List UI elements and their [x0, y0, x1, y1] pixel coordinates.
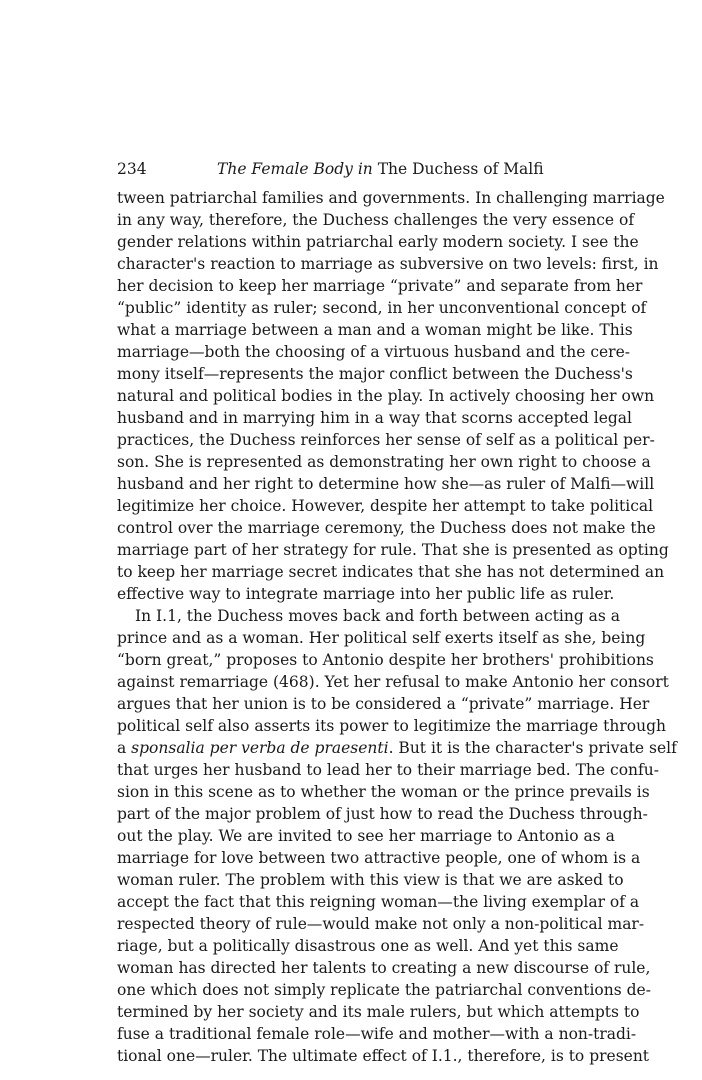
text-line: that urges her husband to lead her to their marriage bed. The confu- [117, 761, 659, 779]
text-line: character's reaction to marriage as subversive on two levels: first, in [117, 255, 659, 273]
text-line: marriage for love between two attractive people, one of whom is a [117, 849, 641, 867]
text-line [117, 737, 677, 759]
text-line: legitimize her choice. However, despite her attempt to take political [117, 497, 654, 515]
text-line: fuse a traditional female role—wife and mother—with a non-tradi- [117, 1025, 637, 1043]
text-line: against remarriage (468). Yet her refusal to make Antonio her consort [117, 673, 669, 691]
running-head-title-roman: The Duchess of Malfi [372, 160, 544, 178]
text-line: argues that her union is to be considered a “private” marriage. Her [117, 695, 650, 713]
text-line: out the play. We are invited to see her marriage to Antonio as a [117, 827, 615, 845]
text-line: “public” identity as ruler; second, in her unconventional concept of [117, 299, 647, 317]
text-line: sion in this scene as to whether the woman or the prince prevails is [117, 783, 650, 801]
text-line: woman has directed her talents to creating a new discourse of rule, [117, 959, 651, 977]
text-line: tional one—ruler. The ultimate effect of I.1., therefore, is to present [117, 1047, 650, 1065]
text-line-post: . But it is the character's private self [388, 739, 677, 757]
text-line: mony itself—represents the major conflict between the Duchess's [117, 365, 633, 383]
text-line: respected theory of rule—would make not only a non-political mar- [117, 915, 645, 933]
running-head-title-italic: The Female Body in [217, 160, 373, 178]
text-line: control over the marriage ceremony, the Duchess does not make the [117, 519, 656, 537]
text-line: woman ruler. The problem with this view is that we are asked to [117, 871, 624, 889]
text-line: marriage part of her strategy for rule. That she is presented as opting [117, 541, 669, 559]
latin-term: sponsalia per verba de praesenti [131, 739, 389, 757]
text-line: In I.1, the Duchess moves back and forth between acting as a [135, 607, 621, 625]
text-line: accept the fact that this reigning woman—the living exemplar of a [117, 893, 640, 911]
text-line: gender relations within patriarchal early modern society. I see the [117, 233, 639, 251]
page-number: 234 [117, 160, 147, 178]
text-line: in any way, therefore, the Duchess challenges the very essence of [117, 211, 635, 229]
text-line: practices, the Duchess reinforces her sense of self as a political per- [117, 431, 655, 449]
text-line: to keep her marriage secret indicates that she has not determined an [117, 563, 665, 581]
text-line: marriage—both the choosing of a virtuous husband and the cere- [117, 343, 630, 361]
text-line: husband and in marrying him in a way that scorns accepted legal [117, 409, 632, 427]
text-line: termined by her society and its male rulers, but which attempts to [117, 1003, 640, 1021]
text-line: natural and political bodies in the play. In actively choosing her own [117, 387, 655, 405]
text-line-pre: a [117, 739, 132, 757]
text-line: prince and as a woman. Her political self exerts itself as she, being [117, 629, 646, 647]
text-line: one which does not simply replicate the patriarchal conventions de- [117, 981, 651, 999]
text-line: part of the major problem of just how to read the Duchess through- [117, 805, 648, 823]
running-head [117, 158, 587, 180]
text-line: what a marriage between a man and a woman might be like. This [117, 321, 633, 339]
text-line: husband and her right to determine how she—as ruler of Malfi—will [117, 475, 655, 493]
text-line: “born great,” proposes to Antonio despite her brothers' prohibitions [117, 651, 654, 669]
text-line: effective way to integrate marriage into her public life as ruler. [117, 585, 615, 603]
text-line: tween patriarchal families and governments. In challenging marriage [117, 189, 665, 207]
text-line: political self also asserts its power to legitimize the marriage through [117, 717, 666, 735]
body-text [117, 187, 677, 1067]
text-line: son. She is represented as demonstrating her own right to choose a [117, 453, 651, 471]
text-line: riage, but a politically disastrous one as well. And yet this same [117, 937, 619, 955]
text-line: her decision to keep her marriage “private” and separate from her [117, 277, 643, 295]
